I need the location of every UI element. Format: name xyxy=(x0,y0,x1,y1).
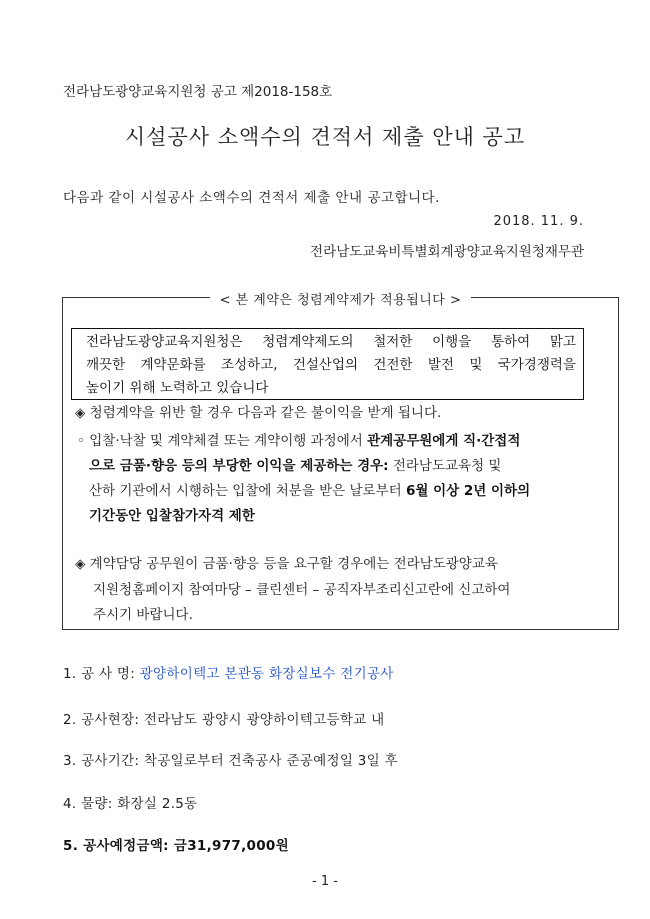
integrity-box-heading-text: < 본 계약은 청렴계약제가 적용됩니다 > xyxy=(210,293,472,308)
item-value: 광양하이텍고 본관동 화장실보수 전기공사 xyxy=(139,666,394,682)
warning-line: ◈ 청렴계약을 위반 할 경우 다음과 같은 불이익을 받게 됩니다. xyxy=(75,405,442,421)
report-line-2: 지원청홈페이지 참여마당 – 클린센터 – 공직자부조리신고란에 신고하여 xyxy=(93,582,511,598)
penalty-line-1 xyxy=(77,429,520,449)
penalty-text-bold: 6월 이상 2년 이하의 xyxy=(405,483,531,499)
integrity-box-heading xyxy=(63,289,618,308)
penalty-text: 전라남도교육청 및 xyxy=(388,458,502,474)
item-value: 전라남도 광양시 광양하이텍고등학교 내 xyxy=(143,712,385,728)
page-number: - 1 - xyxy=(312,874,338,889)
statement-word: 통하여 xyxy=(490,334,531,350)
item-value: 착공일로부터 건축공사 준공예정일 3일 후 xyxy=(143,753,398,769)
statement-word: 국가경쟁력을 xyxy=(497,357,576,373)
notice-number: 전라남도광양교육지원청 공고 제2018-158호 xyxy=(63,84,333,100)
statement-word: 철저한 xyxy=(373,334,413,350)
penalty-text: ◦ 입찰·낙찰 및 계약체결 또는 계약이행 과정에서 xyxy=(77,433,368,449)
page-title: 시설공사 소액수의 견적서 제출 안내 공고 xyxy=(124,125,526,149)
statement-line-1 xyxy=(86,331,576,354)
item-label: 4. 물량: xyxy=(63,796,118,812)
item-value: 화장실 2.5동 xyxy=(117,796,198,812)
report-line-3: 주시기 바랍니다. xyxy=(93,607,193,623)
statement-word: 깨끗한 xyxy=(86,357,126,373)
item-period xyxy=(63,749,398,769)
penalty-line-2 xyxy=(89,454,501,474)
statement-word: 이행을 xyxy=(432,334,472,350)
statement-word: 전라남도광양교육지원청은 xyxy=(86,334,243,350)
notice-date: 2018. 11. 9. xyxy=(493,214,584,229)
statement-line-3: 높이기 위해 노력하고 있습니다 xyxy=(86,380,269,396)
issuer: 전라남도교육비특별회계광양교육지원청재무관 xyxy=(310,244,584,260)
statement-word: 맑고 xyxy=(549,334,576,350)
statement-word: 계약문화를 xyxy=(140,357,206,373)
penalty-text-bold: 관계공무원에게 직·간접적 xyxy=(367,433,521,449)
item-label: 2. 공사현장: xyxy=(63,712,144,728)
item-quantity xyxy=(63,792,198,812)
report-line-1: ◈ 계약담당 공무원이 금품·향응 등을 요구할 경우에는 전라남도광양교육 xyxy=(75,556,498,572)
integrity-statement xyxy=(71,328,584,400)
statement-line-2 xyxy=(86,354,576,377)
intro-paragraph: 다음과 같이 시설공사 소액수의 견적서 제출 안내 공고합니다. xyxy=(63,190,440,206)
item-estimated-amount xyxy=(63,834,289,854)
penalty-text: 산하 기관에서 시행하는 입찰에 처분을 받은 날로부터 xyxy=(89,483,406,499)
penalty-line-4: 기간동안 입찰참가자격 제한 xyxy=(89,508,255,524)
statement-word: 건전한 xyxy=(373,357,413,373)
item-site xyxy=(63,708,384,728)
item-value: 금31,977,000원 xyxy=(173,838,289,854)
statement-word: 건설산업의 xyxy=(292,357,359,373)
penalty-text-bold: 으로 금품·향응 등의 부당한 이익을 제공하는 경우: xyxy=(89,458,389,474)
statement-word: 및 xyxy=(469,357,483,373)
item-label: 1. 공 사 명: xyxy=(63,666,140,682)
item-project-name xyxy=(63,662,394,682)
statement-word: 청렴계약제도의 xyxy=(262,334,354,350)
penalty-line-3 xyxy=(89,479,530,499)
statement-word: 발전 xyxy=(427,357,454,373)
item-label: 5. 공사예정금액: xyxy=(63,838,174,854)
integrity-contract-box xyxy=(62,293,619,630)
statement-word: 조성하고, xyxy=(221,357,278,373)
item-label: 3. 공사기간: xyxy=(63,753,144,769)
